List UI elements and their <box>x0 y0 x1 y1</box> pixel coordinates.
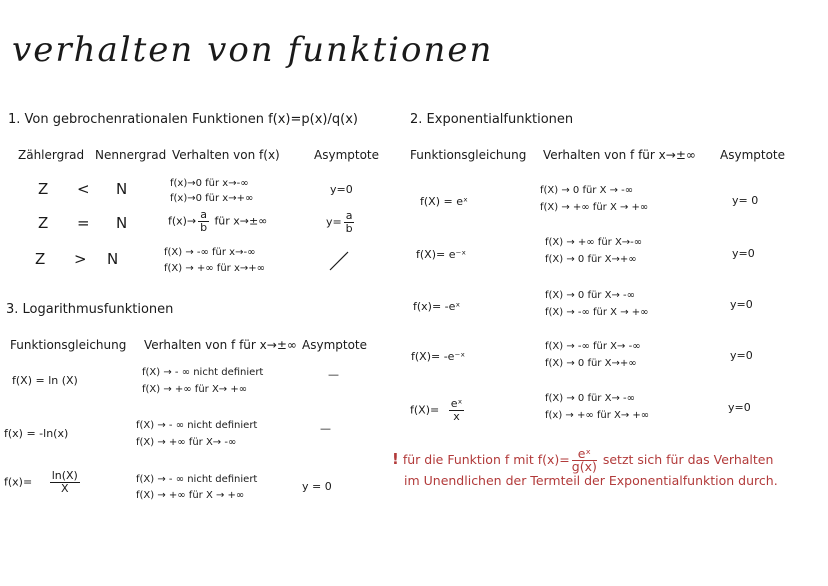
s1-row1-n: N <box>116 180 128 198</box>
s3-row3-equation: f(x)= $\frac{\ln(X)}{X}$ <box>4 469 78 495</box>
s1-header-zaehlergrad: Zählergrad <box>18 148 85 162</box>
s1-row2-behavior: f(x)→ $\frac{a}{b}$ für x→±∞ <box>168 208 268 234</box>
s3-row1-behavior-1: f(X) → - ∞ nicht definiert <box>142 367 264 378</box>
s3-row2-equation: f(x) = -ln(x) <box>4 427 69 440</box>
s1-row2-z: Z <box>38 214 49 232</box>
s3-row3-asymptote: y = 0 <box>302 480 332 493</box>
slash-mark <box>328 250 350 272</box>
s1-row1-behavior-2: f(x)→0 für x→+∞ <box>170 193 254 204</box>
s2-row2-behavior-2: f(X) → 0 für X→+∞ <box>545 254 637 265</box>
s3-row3-behavior-2: f(X) → +∞ für X → +∞ <box>136 490 245 501</box>
s1-row2-asymptote: y= $\frac{a}{b}$ <box>326 209 353 235</box>
s1-row1-z: Z <box>38 180 49 198</box>
s2-row5-equation: f(X)= $\frac{\text{eˣ}}{x}$ <box>410 397 463 423</box>
s3-row2-asymptote: — <box>320 422 331 435</box>
s2-header-verhalten: Verhalten von f für x→±∞ <box>543 148 696 162</box>
s3-header-asymptote: Asymptote <box>302 338 368 352</box>
s2-row4-asymptote: y=0 <box>730 349 753 362</box>
s2-row2-asymptote: y=0 <box>732 247 755 260</box>
s2-row1-behavior-2: f(X) → +∞ für X → +∞ <box>540 202 649 213</box>
s1-header-asymptote: Asymptote <box>314 148 380 162</box>
s1-header-verhalten: Verhalten von f(x) <box>172 148 280 162</box>
s2-row1-asymptote: y= 0 <box>732 194 759 207</box>
s1-row3-behavior-2: f(X) → +∞ für x→+∞ <box>164 263 265 274</box>
note-line-1: ! für die Funktion f mit f(x)= $\frac{\text{eˣ}}{g(x)}$ setzt sich für das Verhalten <box>392 446 774 474</box>
s3-row2-behavior-1: f(X) → - ∞ nicht definiert <box>136 420 258 431</box>
s3-row2-behavior-2: f(X) → +∞ für X→ -∞ <box>136 437 237 448</box>
s1-row3-behavior-1: f(X) → -∞ für x→-∞ <box>164 247 256 258</box>
s2-header-funktionsgleichung: Funktionsgleichung <box>410 148 527 162</box>
s3-header-verhalten: Verhalten von f für x→±∞ <box>144 338 297 352</box>
s2-row5-asymptote: y=0 <box>728 401 751 414</box>
s3-row3-behavior-1: f(X) → - ∞ nicht definiert <box>136 474 258 485</box>
s1-row1-asymptote: y=0 <box>330 183 353 196</box>
s2-row4-equation: f(X)= -e⁻ˣ <box>411 350 466 363</box>
s1-row3-z: Z <box>35 250 46 268</box>
s2-row2-behavior-1: f(X) → +∞ für X→-∞ <box>545 237 643 248</box>
s1-row1-op: < <box>77 180 90 198</box>
s2-row5-behavior-1: f(X) → 0 für X→ -∞ <box>545 393 635 404</box>
s2-row4-behavior-1: f(X) → -∞ für X→ -∞ <box>545 341 641 352</box>
s1-row3-n: N <box>107 250 119 268</box>
s1-header-nennergrad: Nennergrad <box>95 148 167 162</box>
exclamation-icon: ! <box>392 450 399 468</box>
s3-header-funktionsgleichung: Funktionsgleichung <box>10 338 127 352</box>
s3-row1-asymptote: — <box>328 368 339 381</box>
s2-row1-equation: f(X) = eˣ <box>420 195 468 208</box>
s2-row3-asymptote: y=0 <box>730 298 753 311</box>
s2-row3-equation: f(x)= -eˣ <box>413 300 461 313</box>
s1-row3-asymptote <box>328 250 350 272</box>
s1-row2-n: N <box>116 214 128 232</box>
note-line-2: im Unendlichen der Termteil der Exponentialfunktion durch. <box>404 473 778 488</box>
s2-row3-behavior-1: f(X) → 0 für X→ -∞ <box>545 290 635 301</box>
section3-heading: 3. Logarithmusfunktionen <box>6 302 174 317</box>
s2-row5-behavior-2: f(x) → +∞ für X→ +∞ <box>545 410 650 421</box>
s3-row1-behavior-2: f(X) → +∞ für X→ +∞ <box>142 384 248 395</box>
s1-row1-behavior-1: f(x)→0 für x→-∞ <box>170 178 249 189</box>
section2-heading: 2. Exponentialfunktionen <box>410 112 574 127</box>
s2-row2-equation: f(X)= e⁻ˣ <box>416 248 467 261</box>
s3-row1-equation: f(X) = ln (X) <box>12 374 78 387</box>
s1-row3-op: > <box>74 250 87 268</box>
s1-row2-op: = <box>77 214 90 232</box>
s2-row4-behavior-2: f(X) → 0 für X→+∞ <box>545 358 637 369</box>
page-title: verhalten von funktionen <box>12 30 494 70</box>
s2-header-asymptote: Asymptote <box>720 148 786 162</box>
s2-row3-behavior-2: f(X) → -∞ für X → +∞ <box>545 307 649 318</box>
section1-heading: 1. Von gebrochenrationalen Funktionen f(x)=p(x)/q(x) <box>8 112 358 127</box>
s2-row1-behavior-1: f(X) → 0 für X → -∞ <box>540 185 634 196</box>
